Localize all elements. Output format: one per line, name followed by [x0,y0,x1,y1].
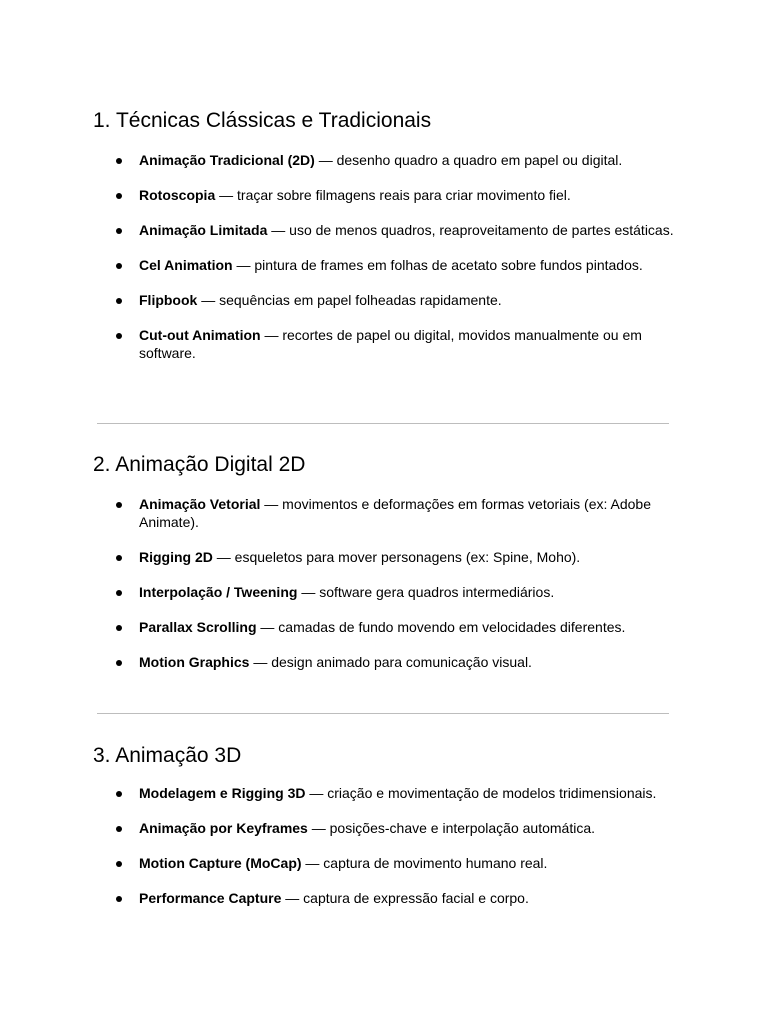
bullet-icon [116,861,122,867]
item-description: — camadas de fundo movendo em velocidades diferentes. [256,619,626,635]
item-description: — design animado para comunicação visual. [249,654,532,670]
item-term: Cut-out Animation [139,327,261,343]
item-term: Cel Animation [139,257,233,273]
list-item [93,326,678,362]
list-item [93,548,678,566]
item-term: Performance Capture [139,890,282,906]
bullet-list [93,495,678,671]
section-heading: 2. Animação Digital 2D [93,453,306,476]
bullet-icon [116,791,122,797]
item-description: — captura de expressão facial e corpo. [281,890,529,906]
item-description: — recortes de papel ou digital, movidos manualmente ou em software. [139,327,642,361]
bullet-list [93,784,678,907]
bullet-icon [116,896,122,902]
item-term: Parallax Scrolling [139,619,257,635]
item-description: — software gera quadros intermediários. [297,584,555,600]
item-description: — pintura de frames em folhas de acetato sobre fundos pintados. [232,257,643,273]
item-term: Modelagem e Rigging 3D [139,785,306,801]
list-item [93,889,678,907]
bullet-icon [116,158,122,164]
item-description: — posições-chave e interpolação automática. [307,820,596,836]
item-term: Motion Graphics [139,654,250,670]
item-term: Flipbook [139,292,198,308]
bullet-icon [116,590,122,596]
list-item [93,819,678,837]
item-description: — captura de movimento humano real. [301,855,548,871]
item-term: Rigging 2D [139,549,213,565]
section-digital-2d [93,452,678,688]
item-term: Animação Limitada [139,222,268,238]
list-item [93,618,678,636]
section-heading: 3. Animação 3D [93,744,242,767]
bullet-icon [116,502,122,508]
list-item [93,151,678,169]
bullet-icon [116,660,122,666]
bullet-icon [116,555,122,561]
list-item [93,291,678,309]
list-item [93,583,678,601]
item-term: Motion Capture (MoCap) [139,855,302,871]
item-term: Rotoscopia [139,187,216,203]
item-description: — uso de menos quadros, reaproveitamento de partes estáticas. [267,222,674,238]
item-description: — traçar sobre filmagens reais para criar movimento fiel. [215,187,571,203]
item-description: — criação e movimentação de modelos tridimensionais. [305,785,657,801]
list-item [93,854,678,872]
list-item [93,495,678,531]
bullet-icon [116,333,122,339]
item-description: — desenho quadro a quadro em papel ou digital. [314,152,623,168]
list-item [93,221,678,239]
list-item [93,186,678,204]
item-description: — esqueletos para mover personagens (ex: Spine, Moho). [212,549,581,565]
section-classic-techniques [93,108,678,379]
section-animation-3d [93,743,678,924]
bullet-icon [116,298,122,304]
item-term: Animação Vetorial [139,496,261,512]
bullet-icon [116,826,122,832]
bullet-list [93,151,678,362]
bullet-icon [116,263,122,269]
list-item [93,784,678,802]
item-description: — sequências em papel folheadas rapidamente. [197,292,502,308]
bullet-icon [116,625,122,631]
list-item [93,653,678,671]
horizontal-divider [97,423,669,424]
horizontal-divider [97,713,669,714]
item-term: Animação por Keyframes [139,820,308,836]
bullet-icon [116,228,122,234]
section-heading: 1. Técnicas Clássicas e Tradicionais [93,109,432,132]
list-item [93,256,678,274]
item-term: Animação Tradicional (2D) [139,152,315,168]
item-description: — movimentos e deformações em formas vetoriais (ex: Adobe Animate). [139,496,651,530]
bullet-icon [116,193,122,199]
item-term: Interpolação / Tweening [139,584,298,600]
